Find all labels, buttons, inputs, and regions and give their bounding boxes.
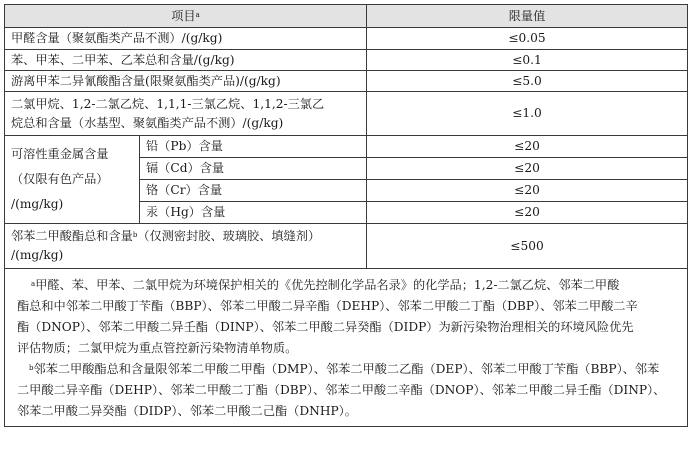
table-row (5, 71, 688, 92)
row-item: 游离甲苯二异氰酸酯含量(限聚氨酯类产品)/(g/kg) (5, 71, 367, 92)
footnote-a-line: $^a$甲醛、苯、甲苯、二氯甲烷为环境保护相关的《优先控制化学品名录》的化学品；1,2-二氯乙烷、邻苯二甲酸 (31, 278, 620, 292)
heavy-metal-label (5, 136, 140, 224)
row-limit: ≤0.05 (367, 28, 688, 50)
row-limit: ≤1.0 (367, 92, 688, 136)
heavy-metal-label-line: 可溶性重金属含量 (11, 147, 109, 161)
phthalate-limit: ≤500 (367, 224, 688, 269)
table-row (5, 50, 688, 71)
row-item-line: 二氯甲烷、1,2-二氯乙烷、1,1,1-三氯乙烷、1,1,2-三氯乙 (11, 96, 325, 111)
table-header-row (5, 5, 688, 28)
row-limit: ≤0.1 (367, 50, 688, 71)
row-item (5, 92, 367, 136)
row-item-line: 烷总和含量（水基型、聚氨酯类产品不测）/(g/kg) (11, 115, 284, 130)
footnote-b-line: $^b$邻苯二甲酸酯总和含量限邻苯二甲酸二甲酯（DMP）、邻苯二甲酸二乙酯（DEP）、邻苯二甲酸丁苄酯（BBP）、邻苯 (29, 362, 660, 376)
metal-limit: ≤20 (367, 202, 688, 224)
metal-limit: ≤20 (367, 136, 688, 158)
footnote-b-line: 二甲酸二异辛酯（DEHP）、邻苯二甲酸二丁酯（DBP）、邻苯二甲酸二辛酯（DNOP）、邻苯二甲酸二异壬酯（DINP）、 (17, 383, 666, 397)
footnote-b-line: 邻苯二甲酸二异癸酯（DIDP）、邻苯二甲酸二己酯（DNHP）。 (17, 404, 357, 418)
table-row (5, 136, 688, 158)
metal-limit: ≤20 (367, 158, 688, 180)
footnote-a-line: 酯（DNOP）、邻苯二甲酸二异壬酯（DINP）、邻苯二甲酸二异癸酯（DIDP）为新污染物治理相关的环境风险优先 (17, 320, 634, 334)
phthalate-item-line: /(mg/kg) (11, 248, 64, 262)
metal-item: 镉（Cd）含量 (140, 158, 367, 180)
header-item: 项目$^a$ (5, 5, 367, 28)
metal-item: 铬（Cr）含量 (140, 180, 367, 202)
footnote-b-marker: b (29, 364, 34, 372)
limits-table (4, 4, 688, 427)
footnote-a-marker: a (31, 280, 36, 288)
metal-item: 铅（Pb）含量 (140, 136, 367, 158)
heavy-metal-label-line: /(mg/kg) (11, 197, 64, 211)
heavy-metal-label-line: （仅限有色产品） (11, 172, 109, 186)
table-row (5, 224, 688, 269)
row-limit: ≤5.0 (367, 71, 688, 92)
footnote-a-line: 酯总和中邻苯二甲酸丁苄酯（BBP）、邻苯二甲酸二异辛酯（DEHP）、邻苯二甲酸二丁酯（DBP）、邻苯二甲酸二辛 (17, 299, 638, 313)
notes-row (5, 269, 688, 427)
metal-item: 汞（Hg）含量 (140, 202, 367, 224)
footnote-marker-b: b (132, 231, 138, 239)
footnote-marker-a: a (195, 10, 200, 19)
row-item: 甲醛含量（聚氨酯类产品不测）/(g/kg) (5, 28, 367, 50)
row-item: 苯、甲苯、二甲苯、乙苯总和含量/(g/kg) (5, 50, 367, 71)
header-limit: 限量值 (367, 5, 688, 28)
phthalate-item (5, 224, 367, 269)
phthalate-item-line: 邻苯二甲酸酯总和含量$^b$（仅测密封胶、玻璃胶、填缝剂） (11, 229, 321, 243)
footnote-a-line: 评估物质；二氯甲烷为重点管控新污染物清单物质。 (17, 341, 298, 355)
footnotes (5, 269, 688, 427)
metal-limit: ≤20 (367, 180, 688, 202)
table-row (5, 92, 688, 136)
table-row (5, 28, 688, 50)
